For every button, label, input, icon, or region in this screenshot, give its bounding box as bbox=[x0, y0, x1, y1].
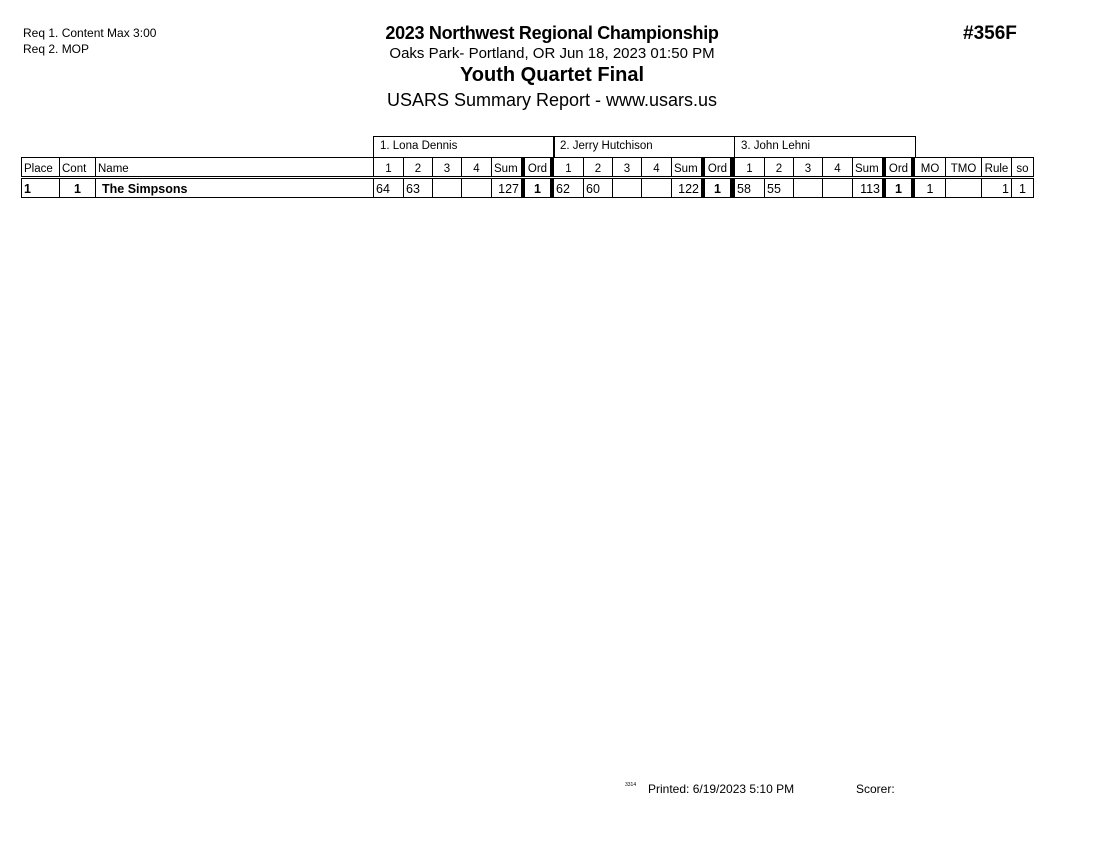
column-header-cont: Cont bbox=[59, 157, 96, 177]
judge-3-score-3 bbox=[793, 178, 823, 198]
judge-3-col-2: 2 bbox=[764, 157, 794, 177]
judge-3-col-3: 3 bbox=[793, 157, 823, 177]
column-header-rule: Rule bbox=[981, 157, 1012, 177]
judge-1-col-3: 3 bbox=[432, 157, 462, 177]
judge-1-col-4: 4 bbox=[461, 157, 492, 177]
judge-1-score-3 bbox=[432, 178, 462, 198]
row-cont: 1 bbox=[59, 178, 96, 198]
judge-2-score-3 bbox=[612, 178, 642, 198]
judge-2-score-5: 122 bbox=[671, 178, 702, 198]
printed-timestamp: Printed: 6/19/2023 5:10 PM bbox=[648, 782, 795, 796]
requirement-1: Req 1. Content Max 3:00 bbox=[23, 26, 157, 40]
judge-1-score-4 bbox=[461, 178, 492, 198]
judge-2-score-1: 62 bbox=[553, 178, 584, 198]
judge-2-col-ord: Ord bbox=[701, 157, 734, 177]
judge-2-col-2: 2 bbox=[583, 157, 613, 177]
judge-1-col-2: 2 bbox=[403, 157, 433, 177]
judge-3-col-4: 4 bbox=[822, 157, 853, 177]
judge-1-score-6: 1 bbox=[521, 178, 554, 198]
footer-code: 3314 bbox=[625, 782, 637, 788]
judge-3-score-4 bbox=[822, 178, 853, 198]
row-so: 1 bbox=[1011, 178, 1034, 198]
judge-3-score-6: 1 bbox=[882, 178, 915, 198]
row-mo: 1 bbox=[914, 178, 946, 198]
judge-2-score-4 bbox=[641, 178, 672, 198]
judge-2-col-3: 3 bbox=[612, 157, 642, 177]
judge-3-col-sum: Sum bbox=[852, 157, 883, 177]
judge-2-col-1: 1 bbox=[553, 157, 584, 177]
event-number: #356F bbox=[963, 23, 1017, 44]
judge-1-col-1: 1 bbox=[373, 157, 404, 177]
judge-3-col-ord: Ord bbox=[882, 157, 915, 177]
judge-3-col-1: 1 bbox=[734, 157, 765, 177]
row-name: The Simpsons bbox=[95, 178, 374, 198]
judge-header-1: 1. Lona Dennis bbox=[373, 136, 555, 157]
judge-2-score-6: 1 bbox=[701, 178, 734, 198]
judge-2-col-sum: Sum bbox=[671, 157, 702, 177]
judge-1-score-5: 127 bbox=[491, 178, 522, 198]
championship-title: 2023 Northwest Regional Championship bbox=[385, 23, 719, 43]
event-name: Youth Quartet Final bbox=[459, 64, 645, 86]
column-header-place: Place bbox=[21, 157, 60, 177]
judge-1-col-sum: Sum bbox=[491, 157, 522, 177]
judge-3-score-1: 58 bbox=[734, 178, 765, 198]
judge-2-score-2: 60 bbox=[583, 178, 613, 198]
column-header-name: Name bbox=[95, 157, 374, 177]
judge-header-3: 3. John Lehni bbox=[734, 136, 916, 157]
report-title: USARS Summary Report - www.usars.us bbox=[386, 90, 718, 110]
column-header-so: so bbox=[1011, 157, 1034, 177]
judge-3-score-2: 55 bbox=[764, 178, 794, 198]
judge-1-col-ord: Ord bbox=[521, 157, 554, 177]
scorer-label: Scorer: bbox=[856, 782, 895, 796]
judge-3-score-5: 113 bbox=[852, 178, 883, 198]
judge-1-score-2: 63 bbox=[403, 178, 433, 198]
row-tmo bbox=[945, 178, 982, 198]
venue-date: Oaks Park- Portland, OR Jun 18, 2023 01:50 PM bbox=[389, 45, 715, 62]
column-header-tmo: TMO bbox=[945, 157, 982, 177]
judge-1-score-1: 64 bbox=[373, 178, 404, 198]
column-header-mo: MO bbox=[914, 157, 946, 177]
judge-2-col-4: 4 bbox=[641, 157, 672, 177]
judge-header-2: 2. Jerry Hutchison bbox=[553, 136, 735, 157]
row-place: 1 bbox=[21, 178, 60, 198]
requirement-2: Req 2. MOP bbox=[23, 42, 90, 56]
row-rule: 1 bbox=[981, 178, 1012, 198]
